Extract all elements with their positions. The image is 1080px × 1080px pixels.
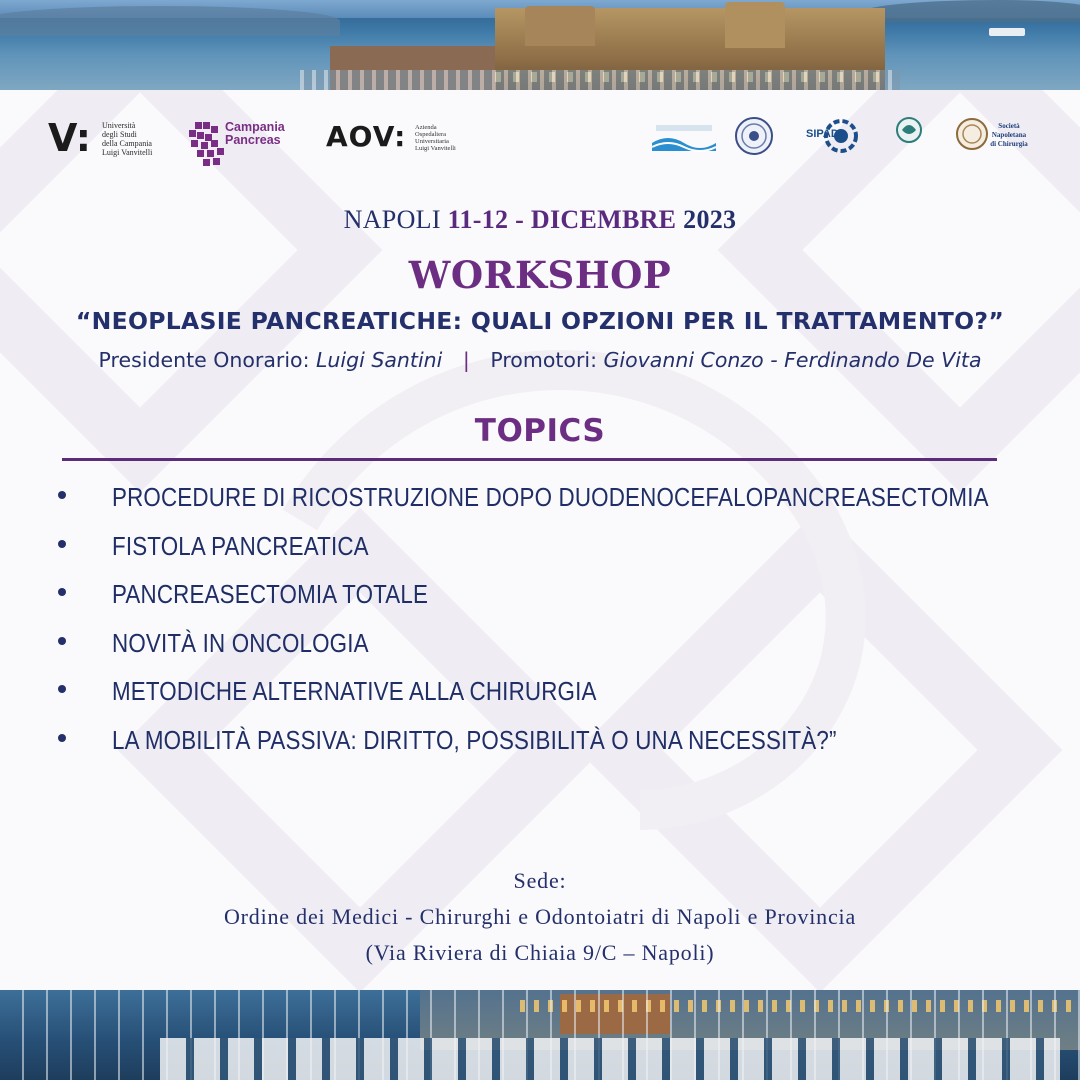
president-label: Presidente Onorario: [98,348,310,372]
promoters-label: Promotori: [490,348,597,372]
organizers-separator: | [462,348,470,372]
wave-society-logo [652,121,716,155]
list-item: FISTOLA PANCREATICA [0,527,1080,576]
university-seal-logo [734,116,774,156]
sipad-logo: SIPAD [805,116,859,156]
campania-pancreas-logo: Campania Pancreas [187,118,299,170]
snc-society-logo: Società Napoletana di Chirurgia [956,118,1026,154]
president-name: Luigi Santini [316,348,443,372]
list-item: NOVITÀ IN ONCOLOGIA [0,624,1080,673]
list-item: METODICHE ALTERNATIVE ALLA CHIRURGIA [0,672,1080,721]
venue-block [0,866,1080,974]
bullet-icon [58,685,66,693]
bullet-icon [58,491,66,499]
promoters-names: Giovanni Conzo - Ferdinando De Vita [603,348,982,372]
aov-hospital-logo: AOV: Azienda Ospedaliera Universitaria Luigi Vanvitelli [326,120,456,153]
topics-list [0,478,1080,769]
list-item: PANCREASECTOMIA TOTALE [0,575,1080,624]
list-item: LA MOBILITÀ PASSIVA: DIRITTO, POSSIBILITÀ O UNA NECESSITÀ?” [0,721,1080,770]
venue-name: Ordine dei Medici - Chirurghi e Odontoiatri di Napoli e Provincia [223,904,857,929]
bullet-icon [58,637,66,645]
workshop-title: “NEOPLASIE PANCREATICHE: QUALI OPZIONI PER IL TRATTAMENTO?” [75,307,1005,335]
bullet-icon [58,588,66,596]
bullet-icon [58,734,66,742]
vanvitelli-university-logo: V: Università degli Studi della Campania Luigi Vanvitelli [48,116,153,160]
venue-address: (Via Riviera di Chiaia 9/C – Napoli) [365,940,715,965]
event-date: NAPOLI 11-12 - DICEMBRE 2023 [343,205,737,234]
surgery-society-logo [884,116,934,158]
topics-divider [62,458,997,461]
topics-heading: TOPICS [474,413,606,449]
venue-label: Sede: [513,868,567,893]
list-item: PROCEDURE DI RICOSTRUZIONE DOPO DUODENOCEFALOPANCREASECTOMIA [0,478,1080,527]
event-type-heading: WORKSHOP [408,253,672,297]
top-harbor-photo [0,0,1080,90]
bullet-icon [58,540,66,548]
bottom-marina-photo [0,990,1080,1080]
organizers-line [0,344,1080,376]
